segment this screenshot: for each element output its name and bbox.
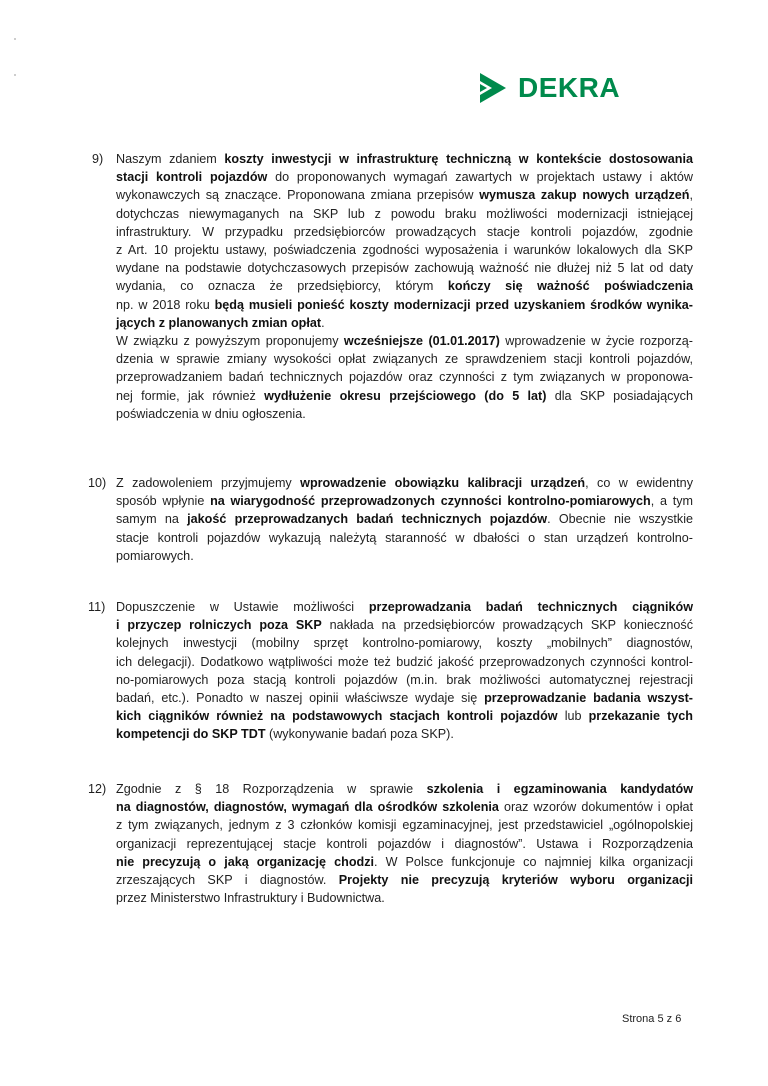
text-run: . W Polsce funkcjonuje co najmniej kilka organizacji (374, 854, 693, 869)
text-run: wydania, co oznacza że przedsiębiorcy, którym (116, 279, 448, 294)
text-line (116, 816, 693, 834)
text-line (116, 653, 693, 671)
text-run: wydane na podstawie dotychczasowych przepisów zachowują ważność nie dłużej niż 5 lat od daty (116, 261, 693, 276)
text-run: przeprowadzaniem badań technicznych pojazdów oraz czynności z tym związanych w proponowa- (116, 370, 693, 385)
text-run: infrastruktury. W przypadku przedsiębiorców prowadzących stacje kontroli pojazdów, zgodnie (116, 224, 693, 239)
bold-run: jakość przeprowadzanych badań technicznych pojazdów (187, 512, 548, 527)
text-line (116, 492, 693, 510)
item-number: 11) (88, 600, 106, 614)
text-run: Naszym zdaniem (116, 152, 225, 166)
logo-text: DEKRA (518, 72, 621, 103)
text-run: badań, etc.). Ponadto w naszej opinii właściwsze wydaje się (116, 691, 485, 706)
item-9-text (116, 150, 693, 423)
text-run: oraz wzorów dokumentów i opłat (498, 800, 693, 815)
text-run: dotychczas niewymaganych na SKP lub z powodu braku możliwości modernizacji istniejącej (116, 206, 693, 221)
text-line (116, 474, 693, 492)
text-line (116, 634, 693, 652)
bold-run: wcześniejsze (01.01.2017) (343, 334, 500, 349)
text-line (116, 350, 693, 368)
text-line (116, 798, 693, 816)
text-run: samym na (116, 512, 188, 527)
text-run: , co w ewidentny (585, 476, 693, 490)
bold-run: na wiarygodność przeprowadzonych czynności kontrolno-pomiarowych (210, 494, 651, 509)
text-run: , (689, 188, 693, 203)
text-line (116, 241, 693, 259)
text-line (116, 259, 693, 277)
bold-run: stacji kontroli pojazdów (116, 170, 268, 185)
bold-run: kończy się ważność poświadczenia (447, 279, 694, 294)
text-line (116, 150, 693, 168)
text-line (116, 598, 693, 616)
text-line (116, 889, 693, 907)
text-run: z tym związanych, jednym z 3 członków komisji egzaminacyjnej, jest przedstawiciel „ogólnopolskiej (116, 818, 693, 833)
text-run: . (321, 315, 325, 330)
text-run: z Art. 10 projektu ustawy, poświadczenia zgodności wyposażenia i warunków lokalowych dla SKP (116, 243, 693, 258)
text-line (116, 547, 693, 565)
bold-run: i przyczep rolniczych poza SKP (116, 618, 322, 633)
bold-run: Projekty nie precyzują kryteriów wyboru organizacji (338, 873, 693, 888)
dekra-logo (476, 68, 626, 108)
bold-run: wprowadzenie obowiązku kalibracji urządzeń (300, 476, 586, 490)
text-line (116, 510, 693, 528)
text-line (116, 368, 693, 386)
text-line (116, 223, 693, 241)
text-run: Z zadowoleniem przyjmujemy (116, 476, 301, 490)
text-line (116, 277, 693, 295)
text-run: do proponowanych wymagań zawartych w projektach ustawy i aktów (267, 170, 693, 185)
bold-run: przekazanie tych (588, 709, 694, 724)
text-line (116, 314, 693, 332)
text-run: kolejnych inwestycji (mobilny sprzęt kontrolno-pomiarowy, koszty „mobilnych” diagnostów, (116, 636, 693, 651)
item-number: 12) (88, 782, 107, 796)
text-line (116, 725, 693, 743)
item-number: 9) (92, 152, 104, 166)
text-run: , a tym (650, 494, 693, 509)
text-run: zrzeszających SKP i diagnostów. (116, 873, 339, 888)
bold-run: będą musieli ponieść koszty modernizacji przed uzyskaniem środków wynika- (214, 297, 693, 312)
bold-run: wydłużenie okresu przejściowego (do 5 lat) (264, 388, 547, 403)
text-line (116, 387, 693, 405)
bold-run: kich ciągników również na podstawowych stacjach kontroli pojazdów (116, 709, 558, 724)
text-run: ich delegacji). Dodatkowo wątpliwości może też budzić jakość przeprowadzonych czynności kontrol- (116, 654, 693, 669)
item-number: 10) (88, 476, 107, 490)
text-run: Dopuszczenie w Ustawie możliwości (116, 600, 369, 614)
text-line (116, 529, 693, 547)
scan-speck (14, 74, 16, 76)
bold-run: nie precyzują o jaką organizację chodzi (116, 854, 375, 869)
text-line (116, 616, 693, 634)
text-run: sposób wpłynie (116, 494, 211, 509)
item-11-text (116, 598, 693, 744)
bold-run: wymusza zakup nowych urządzeń (479, 188, 690, 203)
text-run: np. w 2018 roku (116, 297, 215, 312)
item-12-text (116, 780, 693, 907)
item-10-text (116, 474, 693, 565)
text-line (116, 871, 693, 889)
text-line (116, 405, 693, 423)
bold-run: na diagnostów, diagnostów, wymagań dla ośrodków szkolenia (116, 800, 499, 815)
dekra-arrow-icon (476, 71, 510, 105)
bold-run: koszty inwestycji w infrastrukturę techniczną w kontekście dostosowania (224, 152, 693, 166)
text-run: (wykonywanie badań poza SKP). (265, 727, 454, 742)
text-run: wprowadzenie w życie rozporzą- (499, 334, 693, 349)
text-run: stacje kontroli pojazdów wykazują należytą staranność w dbałości o stan urządzeń kontrolno- (116, 530, 693, 545)
text-line (116, 296, 693, 314)
text-run: nakłada na przedsiębiorców prowadzących SKP konieczność (321, 618, 693, 633)
text-run: organizacji reprezentującej stacje kontroli pojazdów i diagnostów”. Ustawa i Rozporządzenia (116, 836, 693, 851)
text-line (116, 186, 693, 204)
text-run: nej formie, jak również (116, 388, 265, 403)
text-line (116, 205, 693, 223)
text-run: wykonawczych są znaczące. Proponowana zmiana przepisów (116, 188, 480, 203)
text-run: W związku z powyższym proponujemy (116, 334, 344, 349)
text-line (116, 853, 693, 871)
text-run: dla SKP posiadających (546, 388, 693, 403)
text-run: pomiarowych. (116, 548, 194, 563)
text-line (116, 168, 693, 186)
text-run: Zgodnie z § 18 Rozporządzenia w sprawie (116, 782, 427, 796)
page-number: Strona 5 z 6 (622, 1013, 682, 1025)
bold-run: przeprowadzanie badania wszyst- (484, 691, 693, 706)
text-line (116, 689, 693, 707)
text-run: przez Ministerstwo Infrastruktury i Budownictwa. (116, 891, 385, 906)
text-run: lub (557, 709, 589, 724)
text-run: poświadczenia w dniu ogłoszenia. (116, 406, 306, 421)
text-line (116, 707, 693, 725)
bold-run: jących z planowanych zmian opłat (116, 315, 322, 330)
text-line (116, 835, 693, 853)
text-line (116, 332, 693, 350)
bold-run: kompetencji do SKP TDT (116, 727, 266, 742)
bold-run: przeprowadzania badań technicznych ciągników (368, 600, 693, 614)
bold-run: szkolenia i egzaminowania kandydatów (426, 782, 693, 796)
text-run: . Obecnie nie wszystkie (547, 512, 694, 527)
text-line (116, 671, 693, 689)
scan-speck (14, 38, 16, 40)
text-line (116, 780, 693, 798)
text-run: dzenia w sprawie zmiany wysokości opłat związanych ze sprawdzeniem stacji kontroli pojazdów, (116, 352, 693, 367)
text-run: no-pomiarowych poza stacją kontroli pojazdów (m.in. brak możliwości automatycznej rejestracji (116, 672, 693, 687)
